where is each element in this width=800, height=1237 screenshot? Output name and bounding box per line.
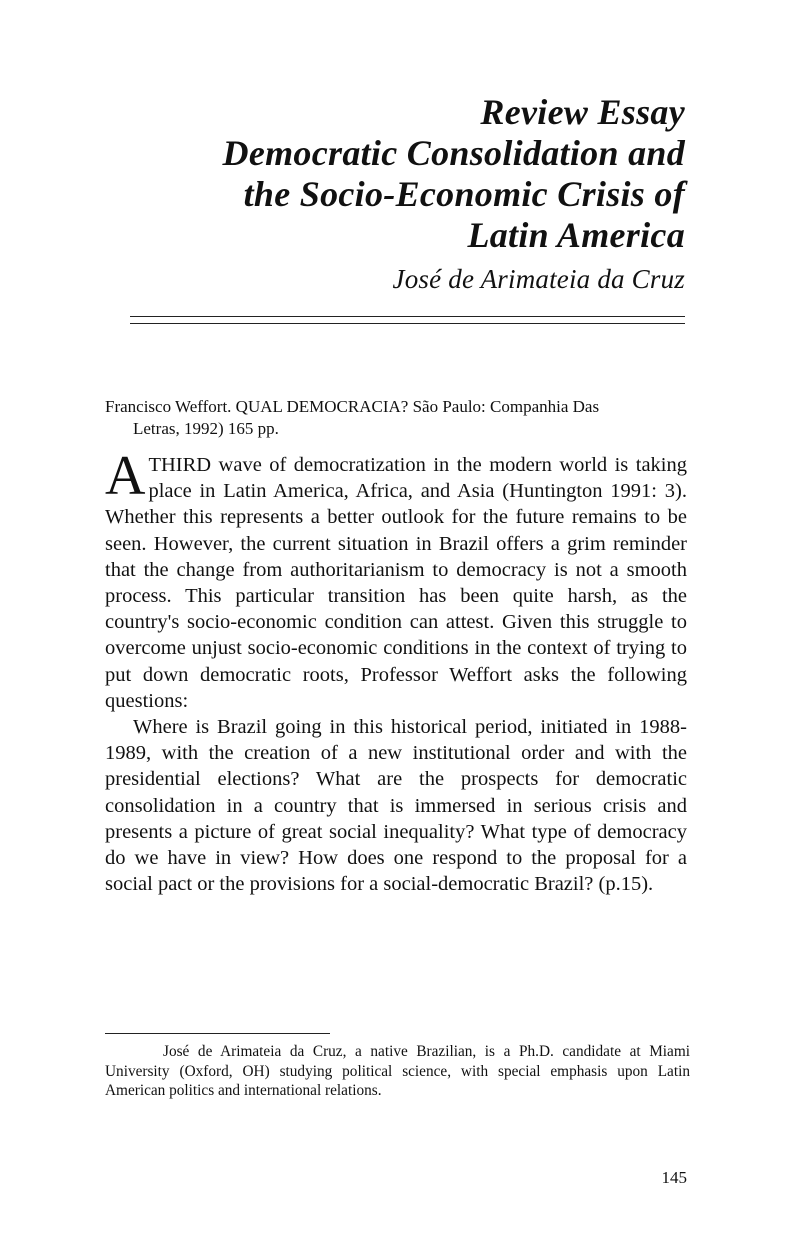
title-line-2: Democratic Consolidation and — [222, 133, 685, 173]
page-number: 145 — [661, 1168, 687, 1187]
title-line-3: the Socio-Economic Crisis of — [243, 174, 685, 214]
title-line-4: Latin America — [467, 215, 685, 255]
title-line-1: Review Essay — [480, 92, 685, 132]
quoted-paragraph: Where is Brazil going in this historical period, initiated in 1988-1989, with the creation of a new institutional order and with the presidential elections? What are the prospects for democratic consolidation in a country that is immersed in serious crisis and presents a picture of great social inequality? What type of democracy do we have in view? How does one respond to the proposal for a social pact or the provisions for a social-democratic Brazil? (p.15). — [105, 716, 687, 896]
citation-line-1: Francisco Weffort. QUAL DEMOCRACIA? São Paulo: Companhia Das — [105, 397, 600, 416]
book-citation — [105, 396, 690, 440]
title-rule-bottom — [130, 323, 685, 324]
author-footnote: José de Arimateia da Cruz, a native Brazilian, is a Ph.D. candidate at Miami University (Oxford, OH) studying political science, with special emphasis upon Latin American politics and international relations. — [105, 1043, 690, 1099]
title-rule-top — [130, 316, 685, 317]
citation-line-2: Letras, 1992) 165 pp. — [133, 419, 279, 438]
paragraph-1-text: THIRD wave of democratization in the modern world is taking place in Latin America, Africa, and Asia (Huntington 1991: 3). Whether this represents a better outlook for the future remains to be seen. However, the current situation in Brazil offers a grim reminder that the change from authoritarianism to democracy is not a smooth process. This particular transition has been quite harsh, as the country's socio-economic condition can attest. Given this struggle to overcome unjust socio-economic conditions in the context of trying to put down democratic roots, Professor Weffort asks the following questions: — [105, 454, 687, 712]
paragraph-1 — [105, 445, 687, 714]
author-name: José de Arimateia da Cruz — [392, 264, 685, 294]
essay-title — [85, 92, 685, 256]
body-text — [105, 445, 687, 897]
drop-cap: A — [105, 445, 146, 507]
footnote-rule — [105, 1033, 330, 1034]
